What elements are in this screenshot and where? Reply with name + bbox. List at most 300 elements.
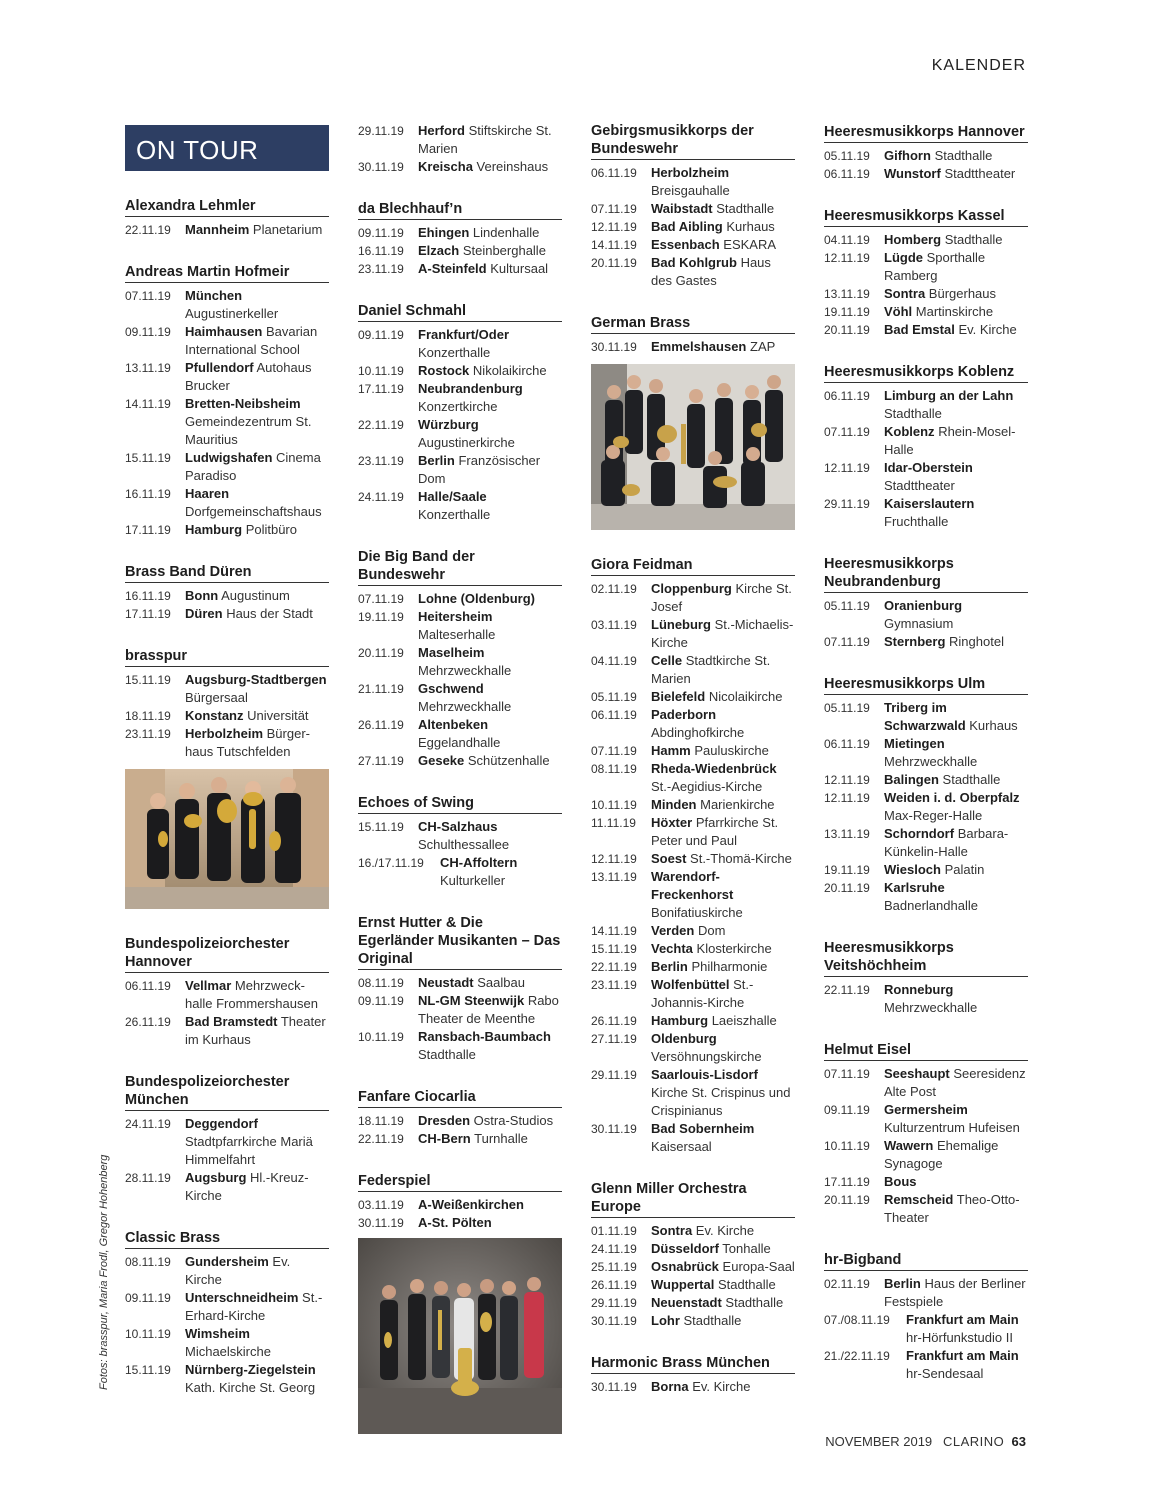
event-date: 15.11.19 bbox=[125, 1363, 171, 1377]
event-entry bbox=[125, 395, 329, 449]
event-location bbox=[418, 362, 562, 380]
event-location bbox=[884, 303, 1028, 321]
event-location bbox=[185, 1115, 329, 1169]
event-entry bbox=[824, 1347, 1028, 1383]
event-city: Remscheid bbox=[884, 1192, 954, 1207]
event-location bbox=[651, 868, 795, 922]
event-date: 09.11.19 bbox=[824, 1103, 870, 1117]
event-entry bbox=[125, 725, 329, 761]
event-location bbox=[884, 285, 1028, 303]
event-date: 22.11.19 bbox=[358, 1132, 404, 1146]
event-section bbox=[358, 914, 562, 1064]
event-date: 10.11.19 bbox=[358, 1030, 404, 1044]
event-date: 06.11.19 bbox=[591, 166, 637, 180]
event-venue: Stadttheater bbox=[944, 166, 1016, 181]
event-date: 04.11.19 bbox=[591, 654, 637, 668]
event-city: Germersheim bbox=[884, 1102, 968, 1117]
event-venue: Marienkirche bbox=[700, 797, 775, 812]
event-entry bbox=[824, 387, 1028, 423]
event-city: Wiesloch bbox=[884, 862, 941, 877]
event-date: 20.11.19 bbox=[824, 881, 870, 895]
event-date: 28.11.19 bbox=[125, 1171, 171, 1185]
event-location bbox=[884, 423, 1028, 459]
event-date: 02.11.19 bbox=[824, 1277, 870, 1291]
brasspur-photo bbox=[125, 769, 329, 909]
event-section bbox=[358, 302, 562, 524]
event-location bbox=[185, 1169, 329, 1205]
event-entry bbox=[824, 147, 1028, 165]
event-venue: Augustinum bbox=[221, 588, 290, 603]
event-city: NL-GM Steenwijk bbox=[418, 993, 525, 1008]
event-entry bbox=[125, 323, 329, 359]
event-city: Karlsruhe bbox=[884, 880, 945, 895]
event-date: 17.11.19 bbox=[358, 382, 404, 396]
event-date: 26.11.19 bbox=[591, 1278, 637, 1292]
event-city: Altenbeken bbox=[418, 717, 489, 732]
event-date: 30.11.19 bbox=[358, 1216, 404, 1230]
event-date: 07.11.19 bbox=[824, 425, 870, 439]
event-city: Bad Aibling bbox=[651, 219, 723, 234]
event-venue: Dorfgemeinschaftshaus bbox=[185, 504, 322, 519]
page-number: 63 bbox=[1011, 1434, 1026, 1449]
event-city: Herford bbox=[418, 123, 465, 138]
event-date: 09.11.19 bbox=[358, 994, 404, 1008]
event-location bbox=[884, 387, 1028, 423]
event-venue: Ev. Kirche bbox=[692, 1379, 751, 1394]
section-title: Heeresmusikkorps Neubrandenburg bbox=[824, 555, 1028, 593]
event-date: 06.11.19 bbox=[591, 708, 637, 722]
event-venue: Mehrzweckhalle bbox=[884, 754, 978, 769]
event-city: Höxter bbox=[651, 815, 693, 830]
event-entry bbox=[824, 597, 1028, 633]
event-entry bbox=[591, 1378, 795, 1396]
event-location bbox=[185, 449, 329, 485]
event-venue: Bürger-haus Tutschfelden bbox=[185, 726, 310, 759]
section-title: brasspur bbox=[125, 647, 329, 667]
event-venue: Bavarian International School bbox=[185, 324, 318, 357]
event-venue: Ev. Kirche bbox=[695, 1223, 755, 1238]
event-city: Schorndorf bbox=[884, 826, 955, 841]
event-venue: Hl.-Kreuz-Kirche bbox=[185, 1170, 309, 1203]
event-date: 09.11.19 bbox=[358, 328, 404, 342]
event-location bbox=[651, 796, 795, 814]
event-venue: Kulturzentrum Hufeisen bbox=[884, 1120, 1020, 1135]
event-location bbox=[651, 688, 795, 706]
event-entry bbox=[358, 224, 562, 242]
event-entry bbox=[591, 254, 795, 290]
event-location bbox=[651, 236, 795, 254]
event-venue: Augustinerkeller bbox=[185, 306, 279, 321]
event-section bbox=[824, 207, 1028, 339]
event-date: 17.11.19 bbox=[125, 523, 171, 537]
event-location bbox=[185, 1289, 329, 1325]
section-title: Ernst Hutter & Die Egerländer Musikanten – Das Original bbox=[358, 914, 562, 970]
event-location bbox=[185, 725, 329, 761]
event-city: Herbolzheim bbox=[651, 165, 730, 180]
event-section bbox=[358, 548, 562, 770]
event-entry bbox=[358, 1196, 562, 1214]
event-entry bbox=[358, 992, 562, 1028]
section-title: Harmonic Brass München bbox=[591, 1354, 795, 1374]
event-section bbox=[591, 1180, 795, 1330]
event-entry bbox=[591, 958, 795, 976]
event-location bbox=[651, 760, 795, 796]
event-location bbox=[185, 605, 329, 623]
event-location bbox=[418, 1112, 562, 1130]
event-date: 30.11.19 bbox=[591, 1122, 637, 1136]
event-date: 12.11.19 bbox=[824, 251, 870, 265]
event-location bbox=[651, 1276, 795, 1294]
event-location bbox=[651, 814, 795, 850]
event-venue: Stadthalle bbox=[683, 1313, 742, 1328]
event-entry bbox=[358, 452, 562, 488]
event-city: Bad Sobernheim bbox=[651, 1121, 755, 1136]
section-title: Heeresmusikkorps Hannover bbox=[824, 123, 1028, 143]
event-section bbox=[358, 200, 562, 278]
event-venue: Ostra-Studios bbox=[473, 1113, 554, 1128]
event-location bbox=[185, 359, 329, 395]
event-location bbox=[418, 818, 562, 854]
event-city: Rostock bbox=[418, 363, 470, 378]
event-date: 27.11.19 bbox=[358, 754, 404, 768]
event-date: 14.11.19 bbox=[125, 397, 171, 411]
event-city: Bad Bramstedt bbox=[185, 1014, 278, 1029]
event-location bbox=[418, 1196, 562, 1214]
event-entry bbox=[591, 1294, 795, 1312]
event-date: 29.11.19 bbox=[591, 1296, 637, 1310]
event-date: 25.11.19 bbox=[591, 1260, 637, 1274]
event-city: Ransbach-Baumbach bbox=[418, 1029, 551, 1044]
event-date: 06.11.19 bbox=[824, 389, 870, 403]
event-entry bbox=[824, 459, 1028, 495]
event-date: 14.11.19 bbox=[591, 238, 637, 252]
event-venue: Turnhalle bbox=[474, 1131, 528, 1146]
event-entry bbox=[125, 359, 329, 395]
event-location bbox=[418, 326, 562, 362]
event-entry bbox=[591, 1240, 795, 1258]
event-location bbox=[651, 922, 795, 940]
event-city: Rheda-Wiedenbrück bbox=[651, 761, 777, 776]
event-date: 13.11.19 bbox=[591, 870, 637, 884]
event-city: Wuppertal bbox=[651, 1277, 715, 1292]
event-entry bbox=[125, 221, 329, 239]
event-venue: Lindenhalle bbox=[472, 225, 540, 240]
event-location bbox=[884, 165, 1028, 183]
event-venue: St.-Aegidius-Kirche bbox=[651, 779, 763, 794]
event-date: 05.11.19 bbox=[824, 599, 870, 613]
event-location bbox=[651, 958, 795, 976]
event-city: Mannheim bbox=[185, 222, 250, 237]
event-entry bbox=[591, 338, 795, 356]
event-date: 26.11.19 bbox=[591, 1014, 637, 1028]
event-section bbox=[358, 122, 562, 176]
event-city: Haaren bbox=[185, 486, 230, 501]
event-venue: Ringhotel bbox=[949, 634, 1004, 649]
event-date: 05.11.19 bbox=[591, 690, 637, 704]
photo-credit: Fotos: brasspur, Maria Frodl, Gregor Hohenberg bbox=[98, 1154, 110, 1390]
event-city: Pfullendorf bbox=[185, 360, 254, 375]
event-date: 22.11.19 bbox=[824, 983, 870, 997]
event-city: Bad Kohlgrub bbox=[651, 255, 737, 270]
event-venue: Gymnasium bbox=[884, 616, 954, 631]
section-title: Brass Band Düren bbox=[125, 563, 329, 583]
event-entry bbox=[591, 652, 795, 688]
event-venue: Versöhnungskirche bbox=[651, 1049, 762, 1064]
event-entry bbox=[125, 287, 329, 323]
event-entry bbox=[125, 1325, 329, 1361]
event-date: 03.11.19 bbox=[358, 1198, 404, 1212]
event-venue: Kath. Kirche St. Georg bbox=[185, 1380, 316, 1395]
event-date: 24.11.19 bbox=[358, 490, 404, 504]
event-venue: Klosterkirche bbox=[696, 941, 772, 956]
event-entry bbox=[358, 716, 562, 752]
event-venue: Malteserhalle bbox=[418, 627, 496, 642]
section-title: Heeresmusikkorps Veitshöchheim bbox=[824, 939, 1028, 977]
event-entry bbox=[591, 1066, 795, 1120]
event-location bbox=[418, 380, 562, 416]
section-title: Bundespolizeiorchester Hannover bbox=[125, 935, 329, 973]
event-date: 15.11.19 bbox=[125, 673, 171, 687]
section-title: Andreas Martin Hofmeir bbox=[125, 263, 329, 283]
event-entry bbox=[591, 922, 795, 940]
event-venue: Stadthalle bbox=[717, 1277, 776, 1292]
event-city: Bonn bbox=[185, 588, 219, 603]
event-section bbox=[125, 197, 329, 239]
event-venue: St.-Thomä-Kirche bbox=[690, 851, 792, 866]
event-date: 10.11.19 bbox=[125, 1327, 171, 1341]
event-entry bbox=[125, 1115, 329, 1169]
event-location bbox=[651, 1012, 795, 1030]
event-date: 20.11.19 bbox=[358, 646, 404, 660]
event-venue: Französischer Dom bbox=[418, 453, 541, 486]
event-location bbox=[651, 1030, 795, 1066]
event-date: 13.11.19 bbox=[824, 827, 870, 841]
event-venue: Kulturkeller bbox=[440, 873, 506, 888]
event-venue: Planetarium bbox=[252, 222, 323, 237]
event-venue: Philharmonie bbox=[691, 959, 768, 974]
event-location bbox=[651, 254, 795, 290]
event-date: 19.11.19 bbox=[358, 610, 404, 624]
event-location bbox=[906, 1311, 1028, 1347]
event-city: Ronneburg bbox=[884, 982, 954, 997]
event-city: Bous bbox=[884, 1174, 917, 1189]
event-location bbox=[651, 616, 795, 652]
event-entry bbox=[125, 977, 329, 1013]
event-venue: Fruchthalle bbox=[884, 514, 949, 529]
event-venue: Ev. Kirche bbox=[185, 1254, 291, 1287]
event-city: Triberg im Schwarzwald bbox=[884, 700, 966, 733]
event-city: Neustadt bbox=[418, 975, 474, 990]
event-location bbox=[185, 1013, 329, 1049]
event-entry bbox=[591, 814, 795, 850]
event-entry bbox=[591, 760, 795, 796]
event-location bbox=[185, 1361, 329, 1397]
event-location bbox=[418, 488, 562, 524]
section-label: KALENDER bbox=[931, 57, 1026, 74]
event-venue: ESKARA bbox=[723, 237, 777, 252]
event-venue: Dom bbox=[697, 923, 726, 938]
event-entry bbox=[824, 789, 1028, 825]
event-section bbox=[824, 675, 1028, 915]
event-city: Haimhausen bbox=[185, 324, 263, 339]
event-city: Lüneburg bbox=[651, 617, 711, 632]
event-city: Lohr bbox=[651, 1313, 680, 1328]
event-location bbox=[651, 976, 795, 1012]
event-venue: Stadttheater bbox=[884, 478, 955, 493]
event-venue: Mehrzweckhalle bbox=[418, 699, 512, 714]
event-city: Lügde bbox=[884, 250, 923, 265]
event-location bbox=[906, 1347, 1028, 1383]
event-entry bbox=[358, 680, 562, 716]
event-location bbox=[185, 671, 329, 707]
event-entry bbox=[125, 671, 329, 707]
event-entry bbox=[824, 735, 1028, 771]
event-venue: Stadtkirche St. Marien bbox=[651, 653, 771, 686]
event-venue: Stadthalle bbox=[418, 1047, 476, 1062]
event-date: 12.11.19 bbox=[824, 461, 870, 475]
column-4 bbox=[824, 120, 1028, 1407]
event-city: Oranienburg bbox=[884, 598, 963, 613]
event-entry bbox=[125, 485, 329, 521]
event-city: Unterschneidheim bbox=[185, 1290, 299, 1305]
section-title: Heeresmusikkorps Kassel bbox=[824, 207, 1028, 227]
event-entry bbox=[591, 706, 795, 742]
event-date: 07./08.11.19 bbox=[824, 1313, 890, 1327]
section-title: Daniel Schmahl bbox=[358, 302, 562, 322]
event-date: 21./22.11.19 bbox=[824, 1349, 890, 1363]
event-entry bbox=[824, 1191, 1028, 1227]
event-city: Maselheim bbox=[418, 645, 485, 660]
event-location bbox=[418, 260, 562, 278]
event-entry bbox=[358, 326, 562, 362]
event-location bbox=[651, 706, 795, 742]
event-venue: Bürgerhaus bbox=[928, 286, 997, 301]
event-entry bbox=[824, 879, 1028, 915]
event-date: 24.11.19 bbox=[125, 1117, 171, 1131]
event-city: Saarlouis-Lisdorf bbox=[651, 1067, 758, 1082]
event-city: Würzburg bbox=[418, 417, 479, 432]
event-date: 23.11.19 bbox=[358, 454, 404, 468]
event-city: Herbolzheim bbox=[185, 726, 264, 741]
event-city: Frankfurt/Oder bbox=[418, 327, 510, 342]
section-title: Glenn Miller Orchestra Europe bbox=[591, 1180, 795, 1218]
event-city: Hamburg bbox=[185, 522, 243, 537]
event-date: 08.11.19 bbox=[358, 976, 404, 990]
footer-month: NOVEMBER 2019 bbox=[825, 1434, 933, 1449]
event-venue: Mehrzweckhalle bbox=[418, 663, 512, 678]
event-location bbox=[884, 771, 1028, 789]
event-venue: Nikolaikirche bbox=[472, 363, 547, 378]
event-venue: Gemeindezentrum St. Mauritius bbox=[185, 414, 312, 447]
event-location bbox=[651, 1294, 795, 1312]
event-date: 07.11.19 bbox=[824, 635, 870, 649]
event-date: 15.11.19 bbox=[358, 820, 404, 834]
event-city: Emmelshausen bbox=[651, 339, 747, 354]
event-venue: Stadtpfarrkirche Mariä Himmelfahrt bbox=[185, 1134, 313, 1167]
event-date: 08.11.19 bbox=[591, 762, 637, 776]
event-city: Hamburg bbox=[651, 1013, 709, 1028]
event-venue: Stadthalle bbox=[725, 1295, 784, 1310]
event-location bbox=[185, 485, 329, 521]
event-city: Bielefeld bbox=[651, 689, 706, 704]
event-city: Frankfurt am Main bbox=[906, 1312, 1019, 1327]
event-date: 20.11.19 bbox=[591, 256, 637, 270]
event-location bbox=[185, 977, 329, 1013]
event-date: 30.11.19 bbox=[591, 340, 637, 354]
event-location bbox=[884, 1275, 1028, 1311]
column-1 bbox=[125, 120, 329, 1421]
federspiel-photo bbox=[358, 1238, 562, 1434]
event-date: 07.11.19 bbox=[125, 289, 171, 303]
event-date: 30.11.19 bbox=[591, 1314, 637, 1328]
event-location bbox=[884, 879, 1028, 915]
event-city: Seeshaupt bbox=[884, 1066, 950, 1081]
event-city: Weiden i. d. Oberpfalz bbox=[884, 790, 1020, 805]
event-date: 30.11.19 bbox=[358, 160, 404, 174]
event-entry bbox=[591, 1012, 795, 1030]
section-title: Heeresmusikkorps Koblenz bbox=[824, 363, 1028, 383]
event-date: 18.11.19 bbox=[358, 1114, 404, 1128]
event-location bbox=[185, 521, 329, 539]
event-entry bbox=[358, 380, 562, 416]
event-city: Balingen bbox=[884, 772, 939, 787]
event-entry bbox=[591, 200, 795, 218]
event-section bbox=[591, 1354, 795, 1396]
event-entry bbox=[358, 1214, 562, 1232]
event-date: 18.11.19 bbox=[125, 709, 171, 723]
event-date: 07.11.19 bbox=[591, 202, 637, 216]
section-title: Die Big Band der Bundeswehr bbox=[358, 548, 562, 586]
event-city: Berlin bbox=[418, 453, 455, 468]
event-entry bbox=[591, 796, 795, 814]
event-city: Wunstorf bbox=[884, 166, 941, 181]
event-venue: Mehrzweck-halle Frommershausen bbox=[185, 978, 318, 1011]
event-date: 20.11.19 bbox=[824, 1193, 870, 1207]
event-date: 10.11.19 bbox=[358, 364, 404, 378]
event-entry bbox=[125, 1013, 329, 1049]
event-date: 05.11.19 bbox=[824, 701, 870, 715]
event-venue: Konzerthalle bbox=[418, 507, 491, 522]
event-city: Heitersheim bbox=[418, 609, 493, 624]
event-city: Vellmar bbox=[185, 978, 232, 993]
section-title: hr-Bigband bbox=[824, 1251, 1028, 1271]
event-entry bbox=[358, 1130, 562, 1148]
event-venue: Konzerthalle bbox=[418, 345, 491, 360]
event-city: Essenbach bbox=[651, 237, 720, 252]
event-entry bbox=[591, 940, 795, 958]
event-date: 06.11.19 bbox=[824, 167, 870, 181]
event-venue: Autohaus Brucker bbox=[185, 360, 312, 393]
event-section bbox=[358, 1172, 562, 1232]
event-date: 20.11.19 bbox=[824, 323, 870, 337]
event-entry bbox=[125, 1253, 329, 1289]
event-section bbox=[125, 263, 329, 539]
event-city: Verden bbox=[651, 923, 695, 938]
event-location bbox=[884, 981, 1028, 1017]
event-location bbox=[418, 242, 562, 260]
event-city: CH-Affoltern bbox=[440, 855, 518, 870]
event-date: 07.11.19 bbox=[591, 744, 637, 758]
event-date: 27.11.19 bbox=[591, 1032, 637, 1046]
event-location bbox=[418, 644, 562, 680]
event-city: Konstanz bbox=[185, 708, 244, 723]
event-location bbox=[651, 1312, 795, 1330]
event-venue: St.-Johannis-Kirche bbox=[651, 977, 754, 1010]
event-venue: Palatin bbox=[944, 862, 985, 877]
event-entry bbox=[591, 976, 795, 1012]
event-entry bbox=[591, 580, 795, 616]
event-date: 07.11.19 bbox=[824, 1067, 870, 1081]
